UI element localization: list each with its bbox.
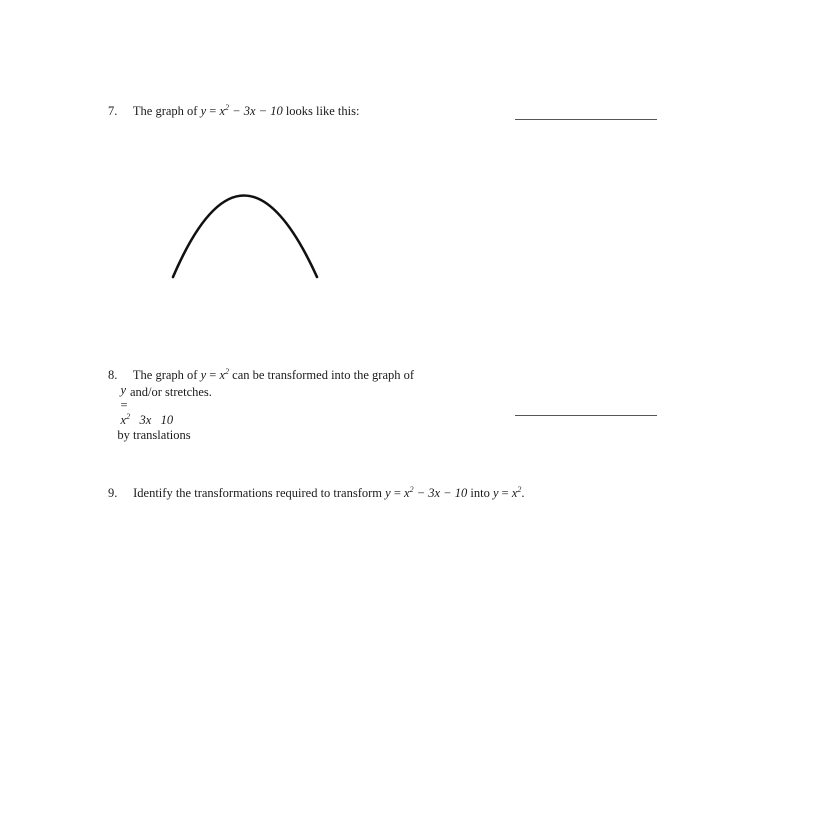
equation: $y = x^2$	[200, 367, 230, 382]
question-text: looks like this:	[285, 104, 360, 118]
question-text: The graph of	[132, 104, 198, 118]
question-9	[108, 486, 525, 501]
answer-line	[515, 119, 657, 120]
equation: $y = x^2 - 3x - 10$	[200, 103, 283, 118]
question-text: into	[470, 486, 490, 500]
question-number: 7.	[108, 104, 118, 118]
question-text-continued: and/or stretches.	[130, 385, 212, 399]
equation: $y = x^2$.	[492, 485, 525, 500]
question-number: 9.	[108, 486, 118, 500]
parabola-graph	[165, 140, 325, 285]
equation: y = $x^2$ 3x 10	[120, 383, 174, 427]
question-8	[108, 368, 417, 443]
question-text: can be transformed into the graph of	[232, 368, 415, 382]
parabola-curve	[173, 196, 317, 278]
equation: $y = x^2 - 3x - 10$	[385, 485, 468, 500]
answer-line	[515, 415, 657, 416]
question-text: Identify the transformations required to transform	[133, 486, 383, 500]
question-text: by translations	[117, 428, 191, 442]
question-text: The graph of	[132, 368, 198, 382]
question-7	[108, 104, 359, 119]
question-number: 8.	[108, 368, 118, 382]
